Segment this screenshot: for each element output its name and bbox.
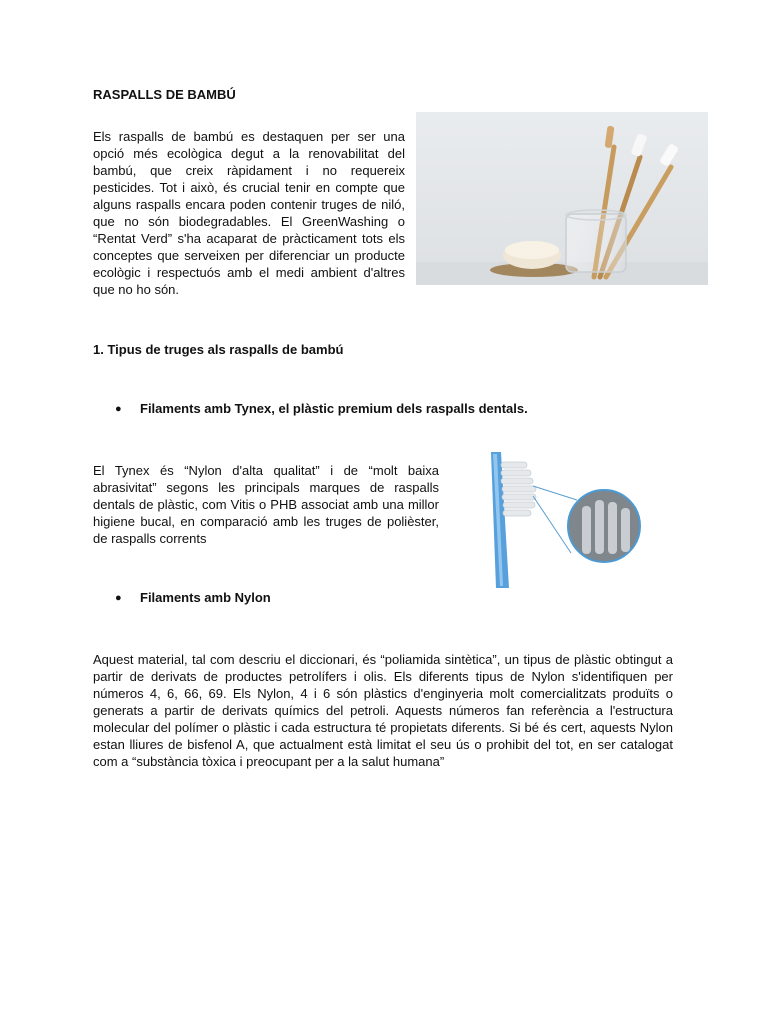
bamboo-toothbrushes-photo — [416, 112, 708, 285]
bullet-glyph: ● — [115, 592, 122, 604]
intro-paragraph: Els raspalls de bambú es destaquen per ser una opció més ecològica degut a la renovabilitat del bambú, que creix ràpidament i no requereix pesticides. Tot i això, és crucial tenir en compte que alguns raspalls encara poden contenir truges de niló, que no són biodegradables. El GreenWashing o “Rentat Verd” s'ha acaparat de pràcticament tots els conceptes que serveixen per diferenciar un producte ecològic i respectuós amb el medi ambient d'altres que no ho són. — [93, 129, 405, 297]
bullet-item-nylon — [93, 590, 271, 607]
bullet-text: Filaments amb Tynex, el plàstic premium dels raspalls dentals. — [140, 401, 528, 416]
bullet-text: Filaments amb Nylon — [140, 590, 271, 605]
bullet-glyph: ● — [115, 403, 122, 415]
section-heading: 1. Tipus de truges als raspalls de bambú — [93, 342, 344, 357]
toothbrush-bristles-illustration — [449, 448, 680, 588]
document-title: RASPALLS DE BAMBÚ — [93, 87, 236, 102]
bullet-item-tynex — [93, 401, 528, 418]
nylon-paragraph: Aquest material, tal com descriu el diccionari, és “poliamida sintètica”, un tipus de plàstic obtingut a partir de derivats de productes petrolífers i olis. Els diferents tipus de Nylon s'identifiquen per números 4, 6, 66, 69. Els Nylon, 4 i 6 són plàstics d'enginyeria molt comercialitzats produïts o generats a partir de derivats químics del petroli. Aquests números fan referència a l'estructura molecular del polímer o plàstic i cada estructura té propietats diferents. Si bé és cert, aquests Nylon estan lliures de bisfenol A, que actualment està limitat el seu ús o prohibit del tot, en ser catalogat com a “substància tòxica i preocupant per a la salut humana” — [93, 652, 673, 769]
tynex-paragraph: El Tynex és “Nylon d'alta qualitat” i de “molt baixa abrasivitat” segons les principals marques de raspalls dentals de plàstic, com Vitis o PHB associat amb una millor higiene bucal, en comparació amb les truges de polièster, de raspalls corrents — [93, 463, 439, 546]
